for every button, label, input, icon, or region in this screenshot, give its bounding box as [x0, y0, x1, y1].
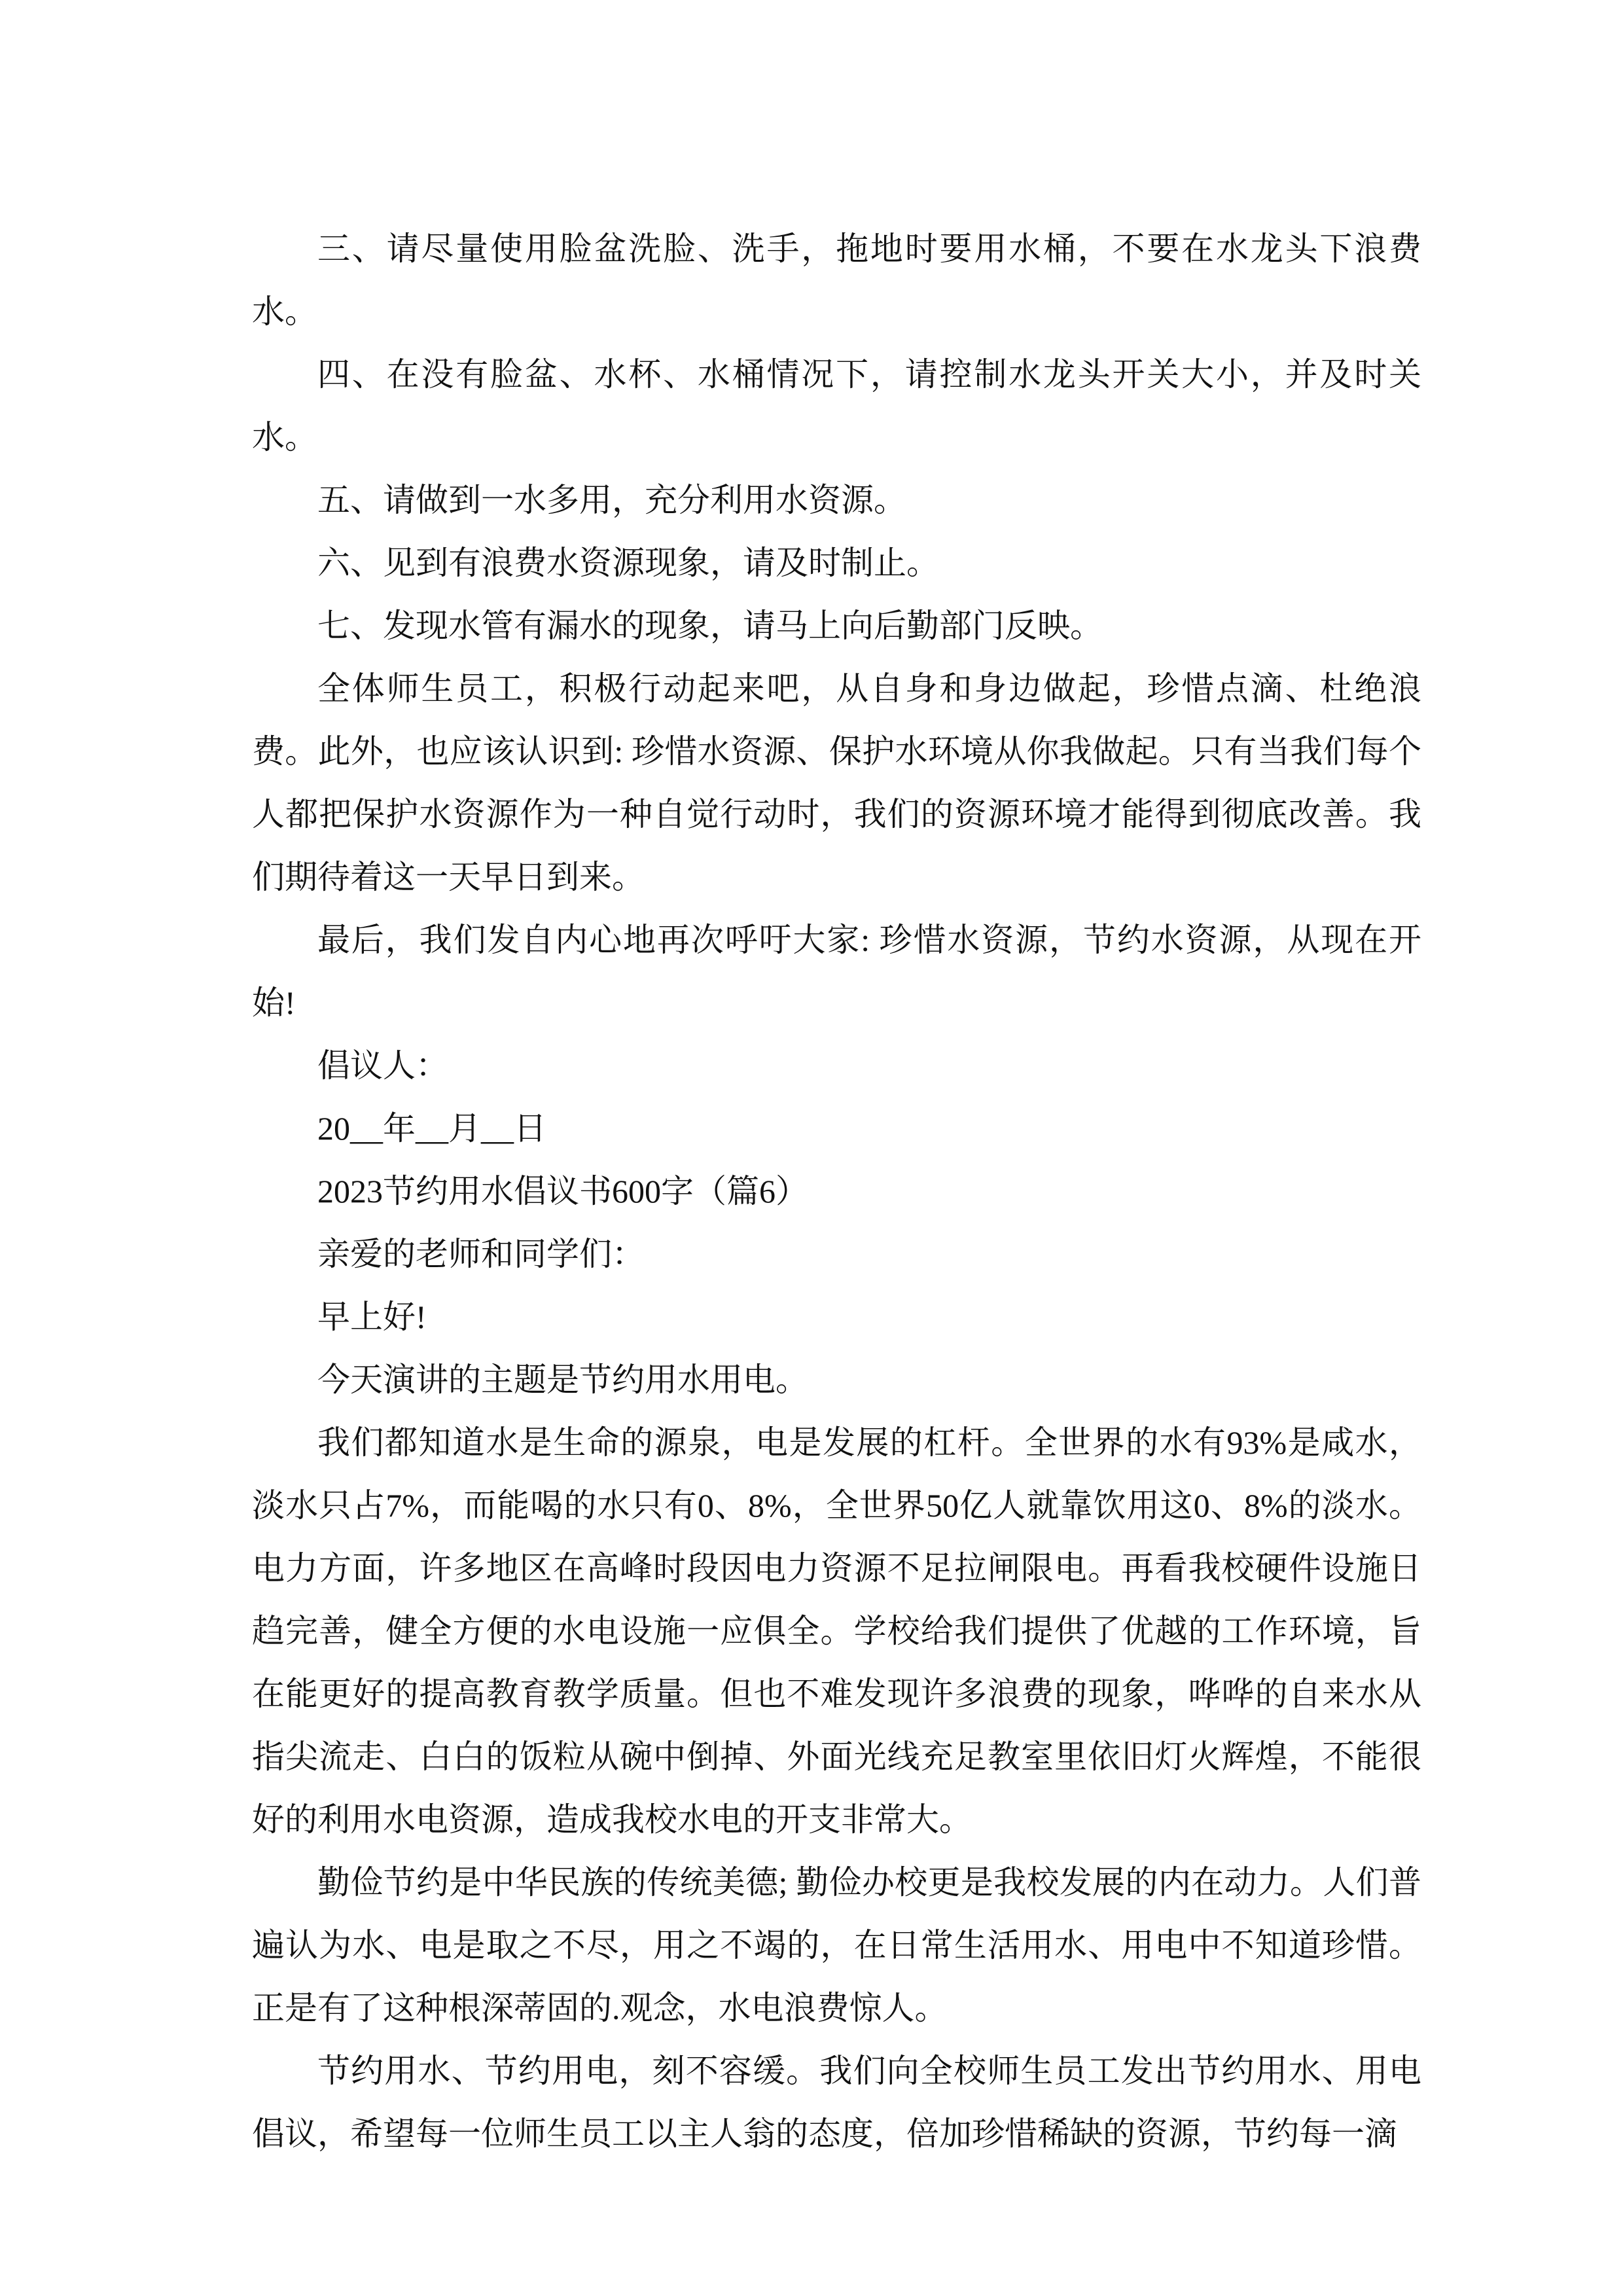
salutation-line: 亲爱的老师和同学们：	[317, 1236, 645, 1272]
body-paragraph-water-electricity: 我们都知道水是生命的源泉，电是发展的杠杆。全世界的水有93%是咸水，淡水只占7%，而能喝的水只有0、8%，全世界50亿人就靠饮用这0、8%的淡水。电力方面，许多地区在高峰时段因电力资源不足拉闸限电。再看我校硬件设施日趋完善，健全方便的水电设施一应俱全。学校给我们提供了优越的工作环境，旨在能更好的提高教育教学质量。但也不难发现许多浪费的现象，哗哗的自来水从指尖流走、白白的饭粒从碗中倒掉、外面光线充足教室里依旧灯火辉煌，不能很好的利用水电资源，造成我校水电的开支非常大。	[252, 1424, 1421, 1838]
greeting-line: 早上好!	[317, 1299, 427, 1335]
body-paragraph-call-to-action: 节约用水、节约用电，刻不容缓。我们向全校师生员工发出节约用水、用电倡议，希望每一位师生员工以主人翁的态度，倍加珍惜稀缺的资源，节约每一滴	[252, 2053, 1421, 2152]
numbered-item-6: 六、见到有浪费水资源现象，请及时制止。	[317, 545, 939, 581]
proposer-line: 倡议人：	[317, 1047, 448, 1084]
topic-sentence: 今天演讲的主题是节约用水用电。	[317, 1361, 808, 1398]
date-line: 20__年__月__日	[317, 1110, 546, 1147]
section-title-essay-6: 2023节约用水倡议书600字（篇6）	[317, 1173, 808, 1210]
document-content	[252, 217, 1421, 2165]
closing-appeal-paragraph: 最后，我们发自内心地再次呼吁大家: 珍惜水资源，节约水资源，从现在开始!	[252, 922, 1421, 1021]
body-paragraph-thrift: 勤俭节约是中华民族的传统美德; 勤俭办校更是我校发展的内在动力。人们普遍认为水、电是取之不尽，用之不竭的，在日常生活用水、用电中不知道珍惜。正是有了这种根深蒂固的.观念，水电浪费惊人。	[252, 1864, 1421, 2026]
numbered-item-7: 七、发现水管有漏水的现象，请马上向后勤部门反映。	[317, 607, 1103, 644]
numbered-item-4: 四、在没有脸盆、水杯、水桶情况下，请控制水龙头开关大小，并及时关水。	[252, 356, 1421, 456]
body-paragraph-appeal: 全体师生员工，积极行动起来吧，从自身和身边做起，珍惜点滴、杜绝浪费。此外，也应该认识到: 珍惜水资源、保护水环境从你我做起。只有当我们每个人都把保护水资源作为一种自觉行动时，我们的资源环境才能得到彻底改善。我们期待着这一天早日到来。	[252, 670, 1421, 895]
numbered-item-5: 五、请做到一水多用，充分利用水资源。	[317, 482, 906, 518]
numbered-item-3: 三、请尽量使用脸盆洗脸、洗手，拖地时要用水桶，不要在水龙头下浪费水。	[252, 230, 1421, 330]
